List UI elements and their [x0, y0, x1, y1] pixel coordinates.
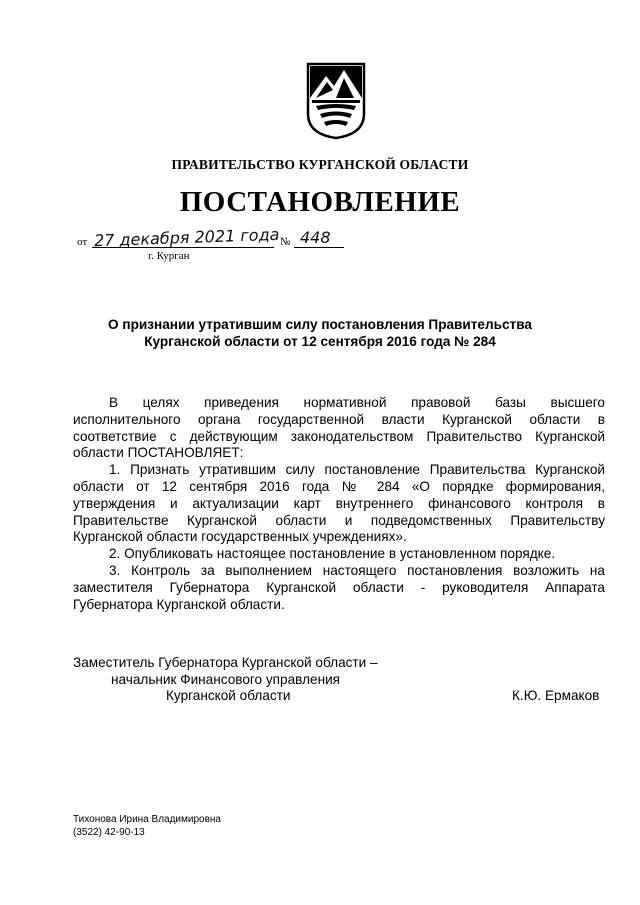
document-body: [73, 395, 605, 613]
signature-line-2: начальник Финансового управления: [111, 672, 341, 687]
signatory-name: К.Ю. Ермаков: [512, 688, 600, 703]
item-3-line: заместителя Губернатора Курганской области - руководителя Аппарата: [73, 579, 605, 595]
number-label: №: [280, 236, 291, 248]
handwritten-date: 27 декабря 2021 года: [93, 224, 280, 251]
contact-block: [73, 813, 221, 839]
heading-line-2: Курганской области от 12 сентября 2016 года № 284: [144, 334, 496, 349]
government-title: ПРАВИТЕЛЬСТВО КУРГАНСКОЙ ОБЛАСТИ: [171, 157, 469, 172]
intro-line: исполнительного органа государственной власти Курганской области в: [73, 411, 605, 427]
signature-line-1: Заместитель Губернатора Курганской области –: [73, 655, 378, 670]
heading-line-1: О признании утратившим силу постановления Правительства: [108, 317, 532, 332]
city-label: г. Курган: [148, 250, 190, 262]
handwritten-number: 448: [300, 228, 331, 247]
date-from-label: от: [77, 236, 88, 248]
item-1-line: 1. Признать утратившим силу постановление Правительства Курганской: [109, 462, 605, 478]
item-1-line: утверждения и актуализации карт внутреннего финансового контроля в: [73, 495, 605, 511]
intro-line: В целях приведения нормативной правовой базы высшего: [109, 395, 605, 410]
item-3-line: Губернатора Курганской области.: [73, 596, 285, 612]
document-heading: [0, 316, 640, 350]
intro-line: области ПОСТАНОВЛЯЕТ:: [73, 445, 244, 461]
item-3-line: 3. Контроль за выполнением настоящего постановления возложить на: [109, 562, 605, 578]
contact-phone: (3522) 42-90-13: [73, 827, 145, 838]
item-1-line: Курганской области государственных учреждениях».: [73, 529, 407, 545]
item-1-line: области от 12 сентября 2016 года № 284 «О порядке формирования,: [73, 478, 605, 494]
contact-person: Тихонова Ирина Владимировна: [73, 814, 221, 825]
kurgan-coat-of-arms-icon: [306, 62, 366, 140]
item-2: 2. Опубликовать настоящее постановление в установленном порядке.: [109, 546, 556, 562]
intro-line: соответствие с действующим законодательством Правительство Курганской: [73, 428, 605, 444]
item-1-line: Правительстве Курганской области и подведомственных Правительству: [73, 512, 605, 528]
document-type-title: ПОСТАНОВЛЕНИЕ: [179, 186, 461, 218]
signature-line-3: Курганской области: [166, 688, 291, 703]
